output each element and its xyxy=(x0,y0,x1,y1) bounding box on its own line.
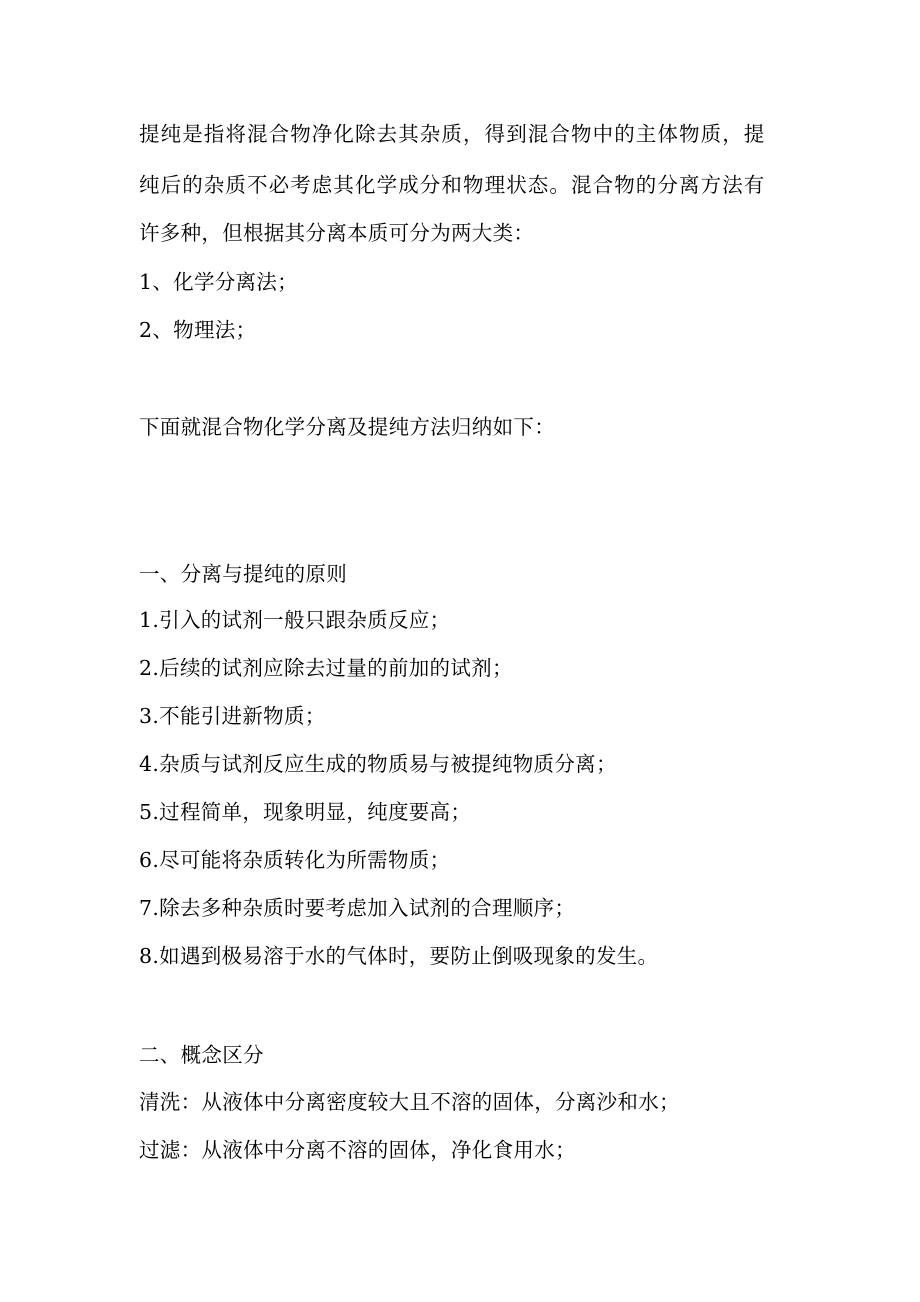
principle-item-6: 6.尽可能将杂质转化为所需物质； xyxy=(139,848,451,872)
principle-item-5: 5.过程简单，现象明显，纯度要高； xyxy=(139,800,472,824)
principle-item-8: 8.如遇到极易溶于水的气体时，要防止倒吸现象的发生。 xyxy=(139,944,659,968)
section1-heading: 一、分离与提纯的原则 xyxy=(139,562,347,586)
principle-item-4: 4.杂质与试剂反应生成的物质易与被提纯物质分离； xyxy=(139,752,617,776)
category-physical: 2、物理法； xyxy=(139,318,257,342)
principle-item-2: 2.后续的试剂应除去过量的前加的试剂； xyxy=(139,656,513,680)
lead-in-text: 下面就混合物化学分离及提纯方法归纳如下： xyxy=(139,415,555,439)
principle-item-7: 7.除去多种杂质时要考虑加入试剂的合理顺序； xyxy=(139,896,576,920)
principle-item-1: 1.引入的试剂一般只跟杂质反应； xyxy=(139,608,451,632)
principle-item-3: 3.不能引进新物质； xyxy=(139,704,326,728)
intro-line-2: 纯后的杂质不必考虑其化学成分和物理状态。混合物的分离方法有 xyxy=(139,173,766,197)
section2-heading: 二、概念区分 xyxy=(139,1043,264,1067)
concept-item-2: 过滤：从液体中分离不溶的固体，净化食用水； xyxy=(139,1138,576,1162)
intro-line-1: 提纯是指将混合物净化除去其杂质，得到混合物中的主体物质，提 xyxy=(139,122,766,146)
concept-item-1: 清洗：从液体中分离密度较大且不溶的固体，分离沙和水； xyxy=(139,1090,680,1114)
category-chemical: 1、化学分离法； xyxy=(139,270,298,294)
intro-line-3: 许多种，但根据其分离本质可分为两大类： xyxy=(139,221,535,245)
